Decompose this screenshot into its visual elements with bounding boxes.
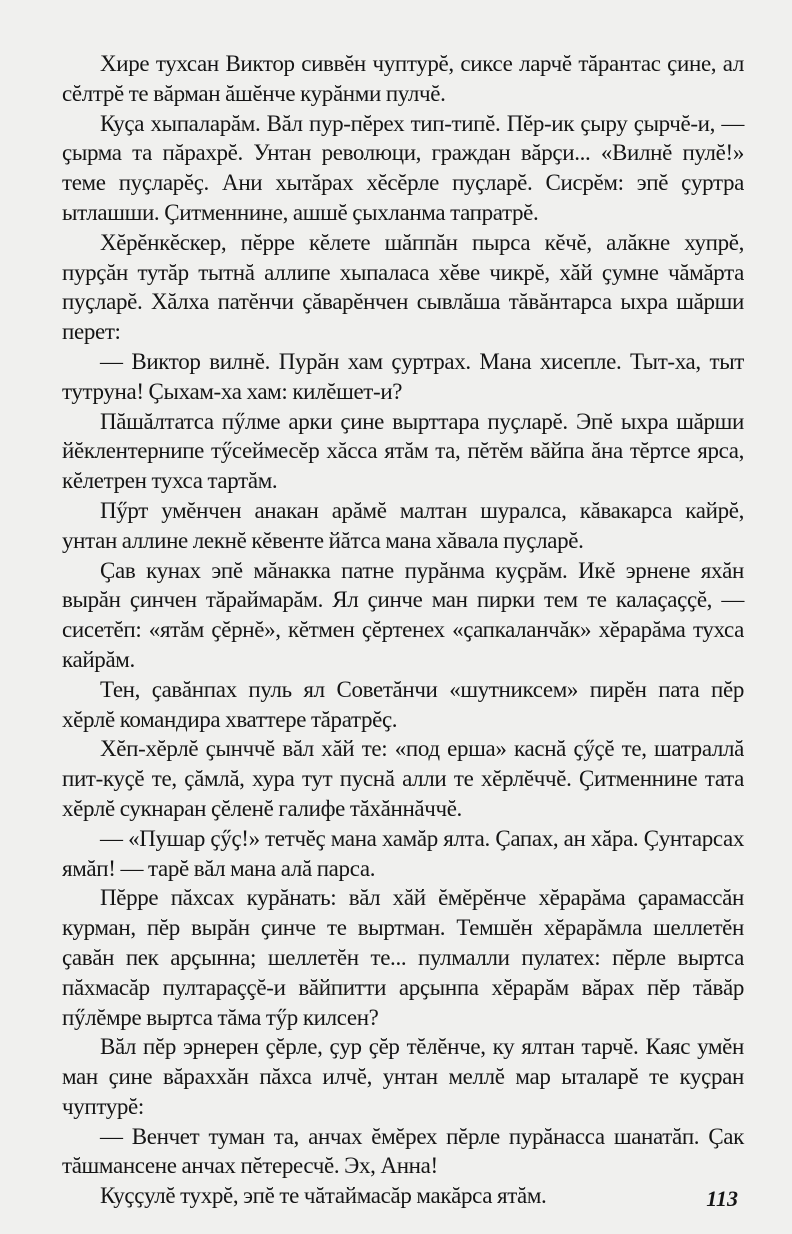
page-number: 113 — [706, 1186, 738, 1211]
paragraph: — Виктор вилнĕ. Пурăн хам ҫуртрах. Мана хисепле. Тыт-ха, тыт тутруна! Ҫыхам-ха хам: килĕшет-и? — [62, 348, 744, 404]
paragraph: — Венчет туман та, анчах ĕмĕрех пĕрле пурăнасса шанатăп. Ҫак тăшмансене анчах пĕтересчĕ. Эх, Анна! — [62, 1123, 744, 1179]
paragraph: Хĕрĕнкĕскер, пĕрре кĕлете шăппăн пырса кĕчĕ, алăкне хупрĕ, пурҫăн тутăр тытнă аллипе хыпаласа хĕве чикрĕ, хăй ҫумне чăмăрта пуҫларĕ. Хăлха патĕнчи ҫăварĕнчен сывлăша тăвăнтарса ыхра шăрши перет: — [62, 229, 744, 345]
paragraph: Пӳрт умĕнчен анакан арăмĕ малтан шуралса, кăвакарса кайрĕ, унтан аллине лекнĕ кĕвенте йăтса мана хăвала пуҫларĕ. — [62, 497, 744, 553]
paragraph: Хире тухсан Виктор сиввĕн чуптурĕ, сиксе ларчĕ тăрантас ҫине, ал сĕлтрĕ те вăрман ăшĕнче курăнми пулчĕ. — [62, 51, 745, 106]
paragraph: Тен, ҫавăнпах пуль ял Советăнчи «шутниксем» пирĕн пата пĕр хĕрлĕ командира хваттере тăратрĕҫ. — [62, 676, 744, 732]
paragraph: Пĕрре пăхсах курăнать: вăл хăй ĕмĕрĕнче хĕрарăма ҫарамассăн курман, пĕр вырăн ҫинче те выртман. Темшĕн хĕрарăмла шеллетĕн ҫавăн пек арҫынна; шеллетĕн те... пулмалли пулатех: пĕрле выртса пăхмасăр пултараççĕ-и вăйпитти арҫынпа хĕрарăм вăрах пĕр тăвăр пӳлĕмре выртса тăма тӳр килсен? — [62, 885, 744, 1030]
paragraph: Пăшăлтатса пӳлме арки ҫине вырттара пуҫларĕ. Эпĕ ыхра шăрши йĕклентернипе тӳсеймесĕр хăсса ятăм та, пĕтĕм вăйпа ăна тĕртсе ярса, кĕлетрен тухса тартăм. — [62, 408, 744, 494]
paragraph: Вăл пĕр эрнерен ҫĕрле, ҫур ҫĕр тĕлĕнче, ку ялтан тарчĕ. Каяс умĕн ман ҫине вăраххăн пăхса илчĕ, унтан меллĕ мар ыталарĕ те куҫран чуптурĕ: — [62, 1034, 744, 1119]
paragraph: Куҫҫулĕ тухрĕ, эпĕ те чăтаймасăр макăрса ятăм. — [100, 1183, 547, 1209]
body-text — [62, 49, 744, 1211]
paragraph: Хĕп-хĕрлĕ ҫынччĕ вăл хăй те: «под ерша» каснă ҫӳҫĕ те, шатраллă пит-куҫĕ те, ҫăмлă, хура тут пуснă алли те хĕрлĕччĕ. Ҫитменнине тата хĕрлĕ сукнаран ҫĕленĕ галифе тăхăннăччĕ. — [62, 736, 744, 821]
paragraph: Куҫа хыпаларăм. Вăл пур-пĕрех тип-типĕ. Пĕр-ик ҫыру ҫырчĕ-и, — ҫырма та пăрахрĕ. Унтан революци, граждан вăрҫи... «Вилнĕ пулĕ!» теме пуҫларĕҫ. Ани хытăрах хĕсĕрле пуҫларĕ. Сисрĕм: эпĕ ҫуртра ытлашши. Ҫитменнине, ашшĕ ҫыхланма тапратрĕ. — [62, 110, 744, 225]
paragraph: Ҫав кунах эпĕ мăнакка патне пурăнма куҫрăм. Икĕ эрнене яхăн вырăн ҫинчен тăраймарăм. Ял ҫинче ман пирки тем те калаҫаҫҫĕ, — сисетĕп: «ятăм ҫĕрнĕ», кĕтмен ҫĕртенех «ҫапкаланчăк» хĕрарăма тухса кайрăм. — [62, 557, 744, 672]
paragraph: — «Пушар ҫӳҫ!» тетчĕҫ мана хамăр ялта. Ҫапах, ан хăра. Ҫунтарсах ямăп! — тарĕ вăл мана алă парса. — [62, 825, 744, 881]
